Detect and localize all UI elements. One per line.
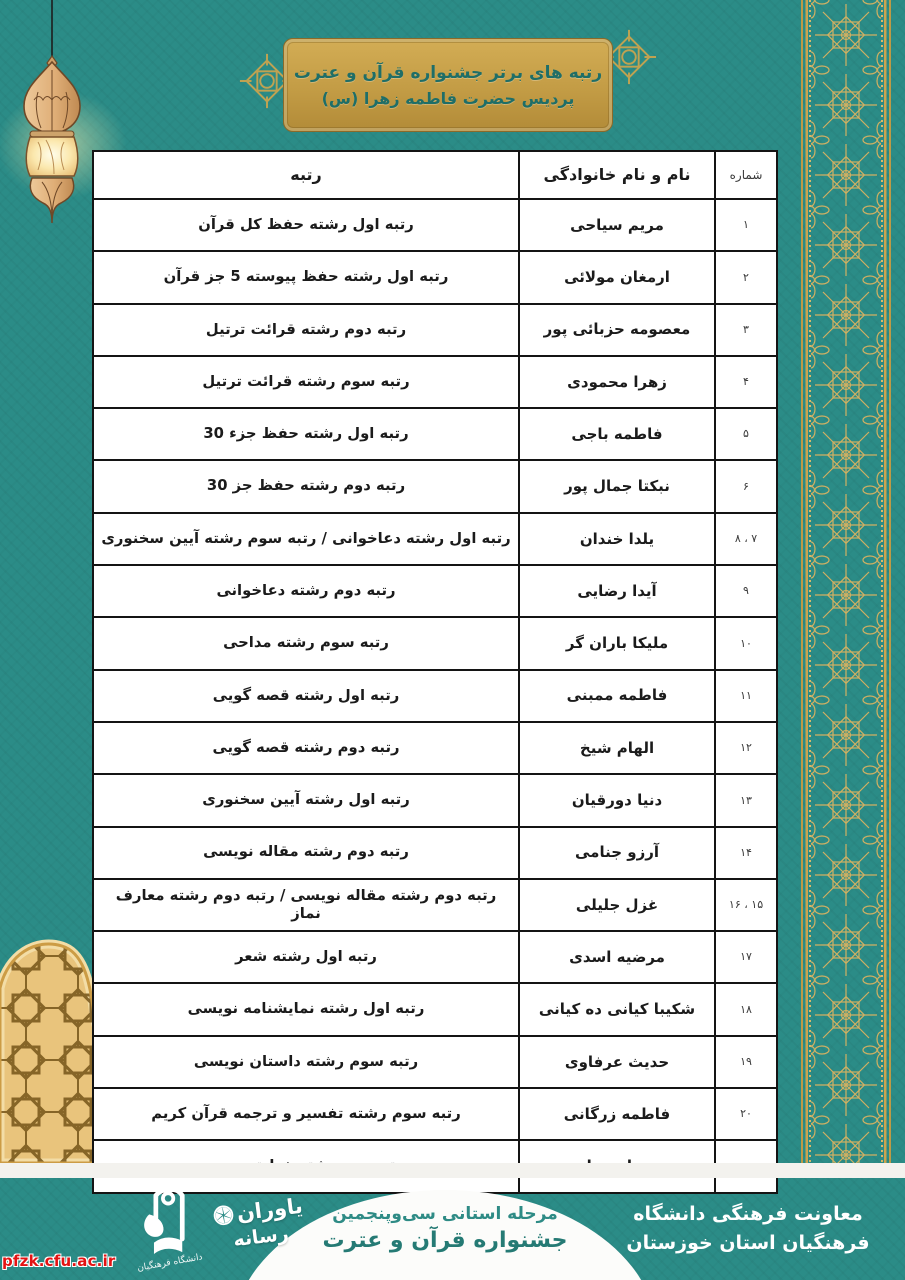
cell-number: ۱۸	[714, 984, 776, 1034]
cell-name: مرضیه اسدی	[518, 932, 714, 982]
cell-number: ۵	[714, 409, 776, 459]
table-row	[94, 1037, 776, 1089]
footer-organizer-line2: فرهنگیان استان خوزستان	[626, 1232, 870, 1255]
cell-rank: رتبه اول رشته شعر	[235, 948, 377, 966]
banner-title-line2: پردیس حضرت فاطمه زهرا (س)	[321, 88, 575, 108]
table-row	[94, 828, 776, 880]
footer	[0, 1178, 905, 1280]
cell-name: زهرا محمودی	[518, 357, 714, 407]
cell-rank: رتبه سوم رشته مداحی	[223, 634, 389, 652]
table-row	[94, 252, 776, 304]
cell-rank: رتبه دوم رشته حفظ جز 30	[206, 477, 406, 495]
cell-name: آرزو جنامی	[518, 828, 714, 878]
university-logo	[128, 1186, 212, 1274]
watermark-url: pfzk.cfu.ac.ir	[2, 1252, 116, 1270]
cell-number: ۲۰	[714, 1089, 776, 1139]
cell-number: ۳	[714, 305, 776, 355]
cell-number: ۱۳	[714, 775, 776, 825]
cell-number: ۱۴	[714, 828, 776, 878]
cell-rank: رتبه دوم رشته مقاله نویسی	[203, 843, 409, 861]
cell-name: یلدا خندان	[518, 514, 714, 564]
table-row	[94, 566, 776, 618]
cell-name: معصومه حزبائی پور	[518, 305, 714, 355]
cell-rank: رتبه اول رشته حفظ جزء 30	[203, 425, 409, 443]
header-rank: رتبه	[290, 165, 322, 184]
footer-festival-line: جشنواره قرآن و عترت	[322, 1228, 568, 1253]
table-row	[94, 409, 776, 461]
geometric-border-ornament	[800, 0, 892, 1163]
cell-name: الهام شیخ	[518, 723, 714, 773]
cell-number: ۶	[714, 461, 776, 511]
cell-rank: رتبه سوم رشته داستان نویسی	[193, 1052, 419, 1070]
table-body	[94, 200, 776, 1192]
table-row	[94, 723, 776, 775]
banner-title-line1: رتبه های برتر جشنواره قرآن و عترت	[293, 62, 603, 83]
table-row	[94, 671, 776, 723]
table-row	[94, 1089, 776, 1141]
table-row	[94, 932, 776, 984]
cell-rank: رتبه اول رشته حفظ پیوسته 5 جز قرآن	[163, 268, 449, 286]
cell-number: ۱۲	[714, 723, 776, 773]
cell-name: فاطمه زرگانی	[518, 1089, 714, 1139]
table-header-row	[94, 152, 776, 200]
cell-name: ملیکا باران گر	[518, 618, 714, 668]
cell-number: ۷ ، ۸	[714, 514, 776, 564]
cell-number: ۱	[714, 200, 776, 250]
cell-rank: رتبه اول رشته قصه گویی	[212, 686, 400, 704]
cell-number: ۱۵ ، ۱۶	[714, 880, 776, 930]
yavaran-word-bottom: رسانه	[232, 1222, 290, 1252]
yavaran-resane-logo	[211, 1189, 307, 1254]
cell-rank: رتبه دوم رشته قصه گویی	[212, 738, 400, 756]
cell-number: ۱۷	[714, 932, 776, 982]
footer-organizer-text	[613, 1200, 883, 1259]
header-name: نام و نام خانوادگی	[518, 152, 714, 198]
footer-center-text	[285, 1204, 605, 1253]
cell-rank: رتبه سوم رشته تفسیر و ترجمه قرآن کریم	[151, 1104, 461, 1122]
table-row	[94, 514, 776, 566]
cell-name: مریم سیاحی	[518, 200, 714, 250]
cell-rank: رتبه دوم رشته مقاله نویسی / رتبه دوم رشته معارف نماز	[115, 886, 497, 922]
cell-name: آیدا رضایی	[518, 566, 714, 616]
divider-strip	[0, 1163, 905, 1178]
yavaran-word-top: یاوران	[235, 1193, 304, 1226]
cell-number: ۱۰	[714, 618, 776, 668]
cell-name: نبکتا جمال پور	[518, 461, 714, 511]
aperture-icon	[211, 1197, 236, 1233]
cell-number: ۲	[714, 252, 776, 302]
table-row	[94, 357, 776, 409]
cell-name: غزل جلیلی	[518, 880, 714, 930]
cell-number: ۱۱	[714, 671, 776, 721]
cell-number: ۴	[714, 357, 776, 407]
university-emblem-icon	[137, 1186, 203, 1256]
cell-rank: رتبه اول رشته حفظ کل قرآن	[198, 215, 414, 233]
cell-name: فاطمه ممبنی	[518, 671, 714, 721]
cell-number: ۱۹	[714, 1037, 776, 1087]
cell-name: ارمغان مولائی	[518, 252, 714, 302]
cell-number: ۹	[714, 566, 776, 616]
footer-organizer-line1: معاونت فرهنگی دانشگاه	[633, 1203, 863, 1225]
cell-name: فاطمه باجی	[518, 409, 714, 459]
cell-name: دنیا دورقیان	[518, 775, 714, 825]
university-caption: دانشگاه فرهنگیان	[136, 1252, 204, 1274]
cell-name: حدیث عرفاوی	[518, 1037, 714, 1087]
cell-rank: رتبه سوم رشته قرائت ترتیل	[202, 372, 410, 390]
table-row	[94, 461, 776, 513]
cell-name: شکیبا کیانی ده کیانی	[518, 984, 714, 1034]
header-number: شماره	[714, 152, 776, 198]
cell-rank: رتبه اول رشته آیین سخنوری	[202, 791, 410, 809]
cell-rank: رتبه اول رشته دعاخوانی / رتبه سوم رشته آیین سخنوری	[101, 529, 511, 547]
table-row	[94, 880, 776, 932]
table-row	[94, 984, 776, 1036]
cell-rank: رتبه دوم رشته قرائت ترتیل	[205, 320, 407, 338]
table-row	[94, 305, 776, 357]
title-banner	[283, 38, 613, 132]
table-row	[94, 200, 776, 252]
table-row	[94, 775, 776, 827]
cell-rank: رتبه دوم رشته دعاخوانی	[216, 581, 396, 599]
ranking-table	[92, 150, 778, 1194]
footer-stage-line: مرحله استانی سی‌وپنجمین	[332, 1204, 558, 1224]
cell-rank: رتبه اول رشته نمایشنامه نویسی	[187, 1000, 425, 1018]
table-row	[94, 618, 776, 670]
